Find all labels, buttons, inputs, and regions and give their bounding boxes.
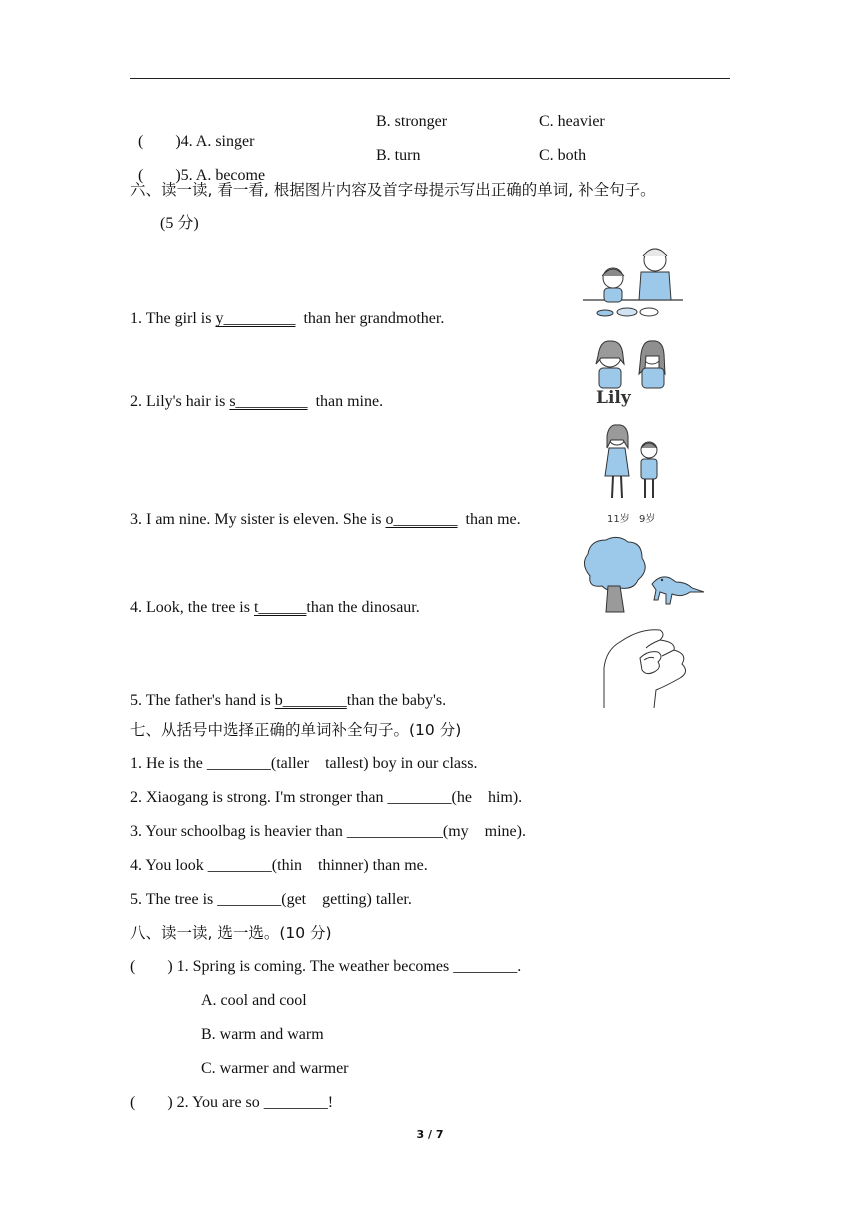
s6-item-2: 2. Lily's hair is s_________ than mine. (130, 393, 384, 410)
answer-blank[interactable]: b________ (274, 692, 347, 709)
my-age-label: 9岁 (639, 514, 656, 525)
answer-paren[interactable]: ( ) (138, 133, 181, 150)
page-number: 3 / 7 (416, 1128, 444, 1141)
s8-question-2: ( ) 2. You are so ________! (130, 1094, 334, 1111)
header-rule (130, 78, 730, 79)
lily-hair-illustration (586, 334, 676, 414)
answer-blank[interactable]: o________ (385, 511, 458, 528)
sister-age-illustration (597, 422, 669, 525)
s6-item-4: 4. Look, the tree is t______than the dinosaur. (130, 599, 420, 616)
option-a: 5. A. become (180, 167, 266, 184)
s8-q1-option-c[interactable]: C. warmer and warmer (201, 1060, 349, 1077)
girl-grandmother-illustration (583, 240, 685, 322)
answer-blank[interactable]: t______ (253, 599, 307, 616)
option-b: B. turn (376, 147, 421, 164)
section-7-heading: 七、从括号中选择正确的单词补全句子。(10 分) (130, 721, 462, 739)
option-c: C. both (539, 147, 587, 164)
s8-q1-option-b[interactable]: B. warm and warm (201, 1026, 324, 1043)
s7-item-3: 3. Your schoolbag is heavier than ____________(my mine). (130, 823, 526, 840)
s8-question-1: ( ) 1. Spring is coming. The weather becomes ________. (130, 958, 522, 975)
option-b: B. stronger (376, 113, 448, 130)
s8-q1-option-a[interactable]: A. cool and cool (201, 992, 307, 1009)
s7-item-1: 1. He is the ________(taller tallest) boy in our class. (130, 755, 478, 772)
tree-dinosaur-illustration (580, 536, 710, 616)
s6-item-1: 1. The girl is y_________ than her grandmother. (130, 310, 445, 327)
section-8-heading: 八、读一读, 选一选。(10 分) (130, 924, 332, 942)
s6-item-5: 5. The father's hand is b________than the baby's. (130, 692, 447, 709)
s7-item-5: 5. The tree is ________(get getting) taller. (130, 891, 412, 908)
option-c: C. heavier (539, 113, 605, 130)
answer-blank[interactable]: s_________ (229, 393, 308, 410)
s7-item-2: 2. Xiaogang is strong. I'm stronger than ________(he him). (130, 789, 523, 806)
s7-item-4: 4. You look ________(thin thinner) than me. (130, 857, 428, 874)
section-6-score: (5 分) (160, 215, 199, 232)
answer-blank[interactable]: y_________ (215, 310, 296, 327)
lily-label: Lily (596, 388, 631, 408)
answer-paren[interactable]: ( ) (138, 167, 181, 184)
option-a: 4. A. singer (180, 133, 255, 150)
hands-illustration (600, 628, 690, 710)
section-6-heading: 六、读一读, 看一看, 根据图片内容及首字母提示写出正确的单词, 补全句子。 (130, 181, 656, 199)
s6-item-3: 3. I am nine. My sister is eleven. She is o________ than me. (130, 511, 521, 528)
sister-age-label: 11岁 (607, 514, 630, 525)
